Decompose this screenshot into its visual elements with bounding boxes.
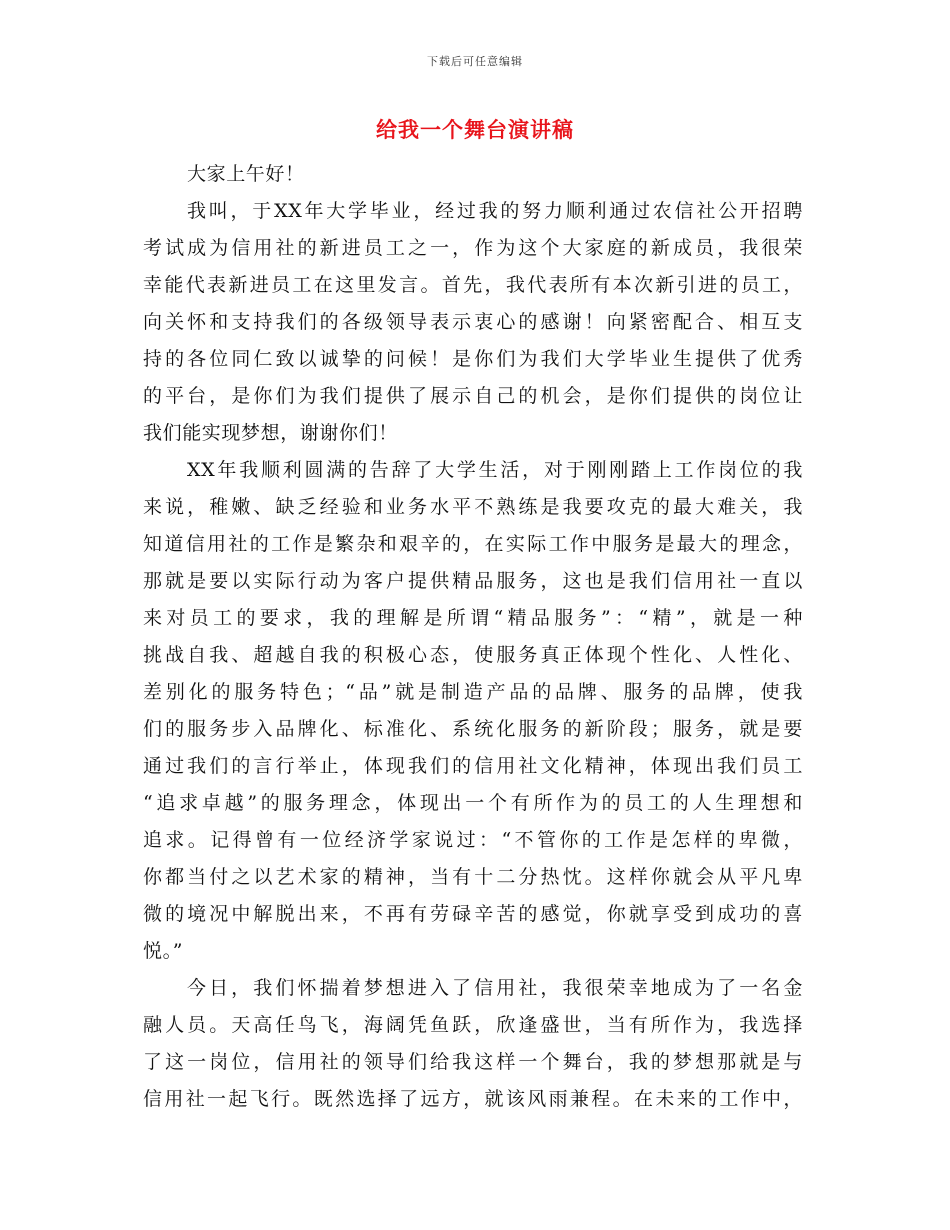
paragraph-line: 融人员。天高任鸟飞，海阔凭鱼跃，欣逢盛世，当有所作为，我选择 [143,1014,803,1036]
paragraph-line: 微的境况中解脱出来，不再有劳碌辛苦的感觉，你就享受到成功的喜 [143,903,803,925]
paragraph-line: 差别化的服务特色；“品”就是制造产品的品牌、服务的品牌，使我 [143,681,803,703]
paragraph-line: 挑战自我、超越自我的积极心态，使服务真正体现个性化、人性化、 [143,644,803,666]
paragraph-line: 考试成为信用社的新进员工之一，作为这个大家庭的新成员，我很荣 [143,237,803,259]
paragraph-line: 你都当付之以艺术家的精神，当有十二分热忱。这样你就会从平凡卑 [143,866,803,888]
paragraph-line: 我们能实现梦想，谢谢你们！ [143,422,398,444]
paragraph-line: 了这一岗位，信用社的领导们给我这样一个舞台，我的梦想那就是与 [143,1051,803,1073]
paragraph-line: 通过我们的言行举止，体现我们的信用社文化精神，体现出我们员工 [143,755,803,777]
paragraph-line: “追求卓越”的服务理念，体现出一个有所作为的员工的人生理想和 [143,792,803,814]
paragraph-line: 今日，我们怀揣着梦想进入了信用社，我很荣幸地成为了一名金 [187,977,803,999]
paragraph-line: 幸能代表新进员工在这里发言。首先，我代表所有本次新引进的员工， [143,274,803,296]
paragraph-line: 信用社一起飞行。既然选择了远方，就该风雨兼程。在未来的工作中， [143,1088,803,1110]
paragraph-line: 来说，稚嫩、缺乏经验和业务水平不熟练是我要攻克的最大难关，我 [143,496,803,518]
greeting-line: 大家上午好！ [187,163,305,185]
paragraph-line: 向关怀和支持我们的各级领导表示衷心的感谢！向紧密配合、相互支 [143,311,803,333]
paragraph-line: 持的各位同仁致以诚挚的问候！是你们为我们大学毕业生提供了优秀 [143,348,803,370]
paragraph-line: XX年我顺利圆满的告辞了大学生活，对于刚刚踏上工作岗位的我 [187,459,803,481]
paragraph-line: 们的服务步入品牌化、标准化、系统化服务的新阶段；服务，就是要 [143,718,803,740]
paragraph-line: 悦。” [143,940,184,962]
paragraph-line: 我叫，于XX年大学毕业，经过我的努力顺利通过农信社公开招聘 [187,200,803,222]
paragraph-line: 那就是要以实际行动为客户提供精品服务，这也是我们信用社一直以 [143,570,803,592]
paragraph-line: 知道信用社的工作是繁杂和艰辛的，在实际工作中服务是最大的理念， [143,533,803,555]
document-title: 给我一个舞台演讲稿 [376,117,574,142]
header-note: 下载后可任意编辑 [427,55,523,68]
paragraph-line: 的平台，是你们为我们提供了展示自己的机会，是你们提供的岗位让 [143,385,803,407]
document-body [143,156,803,1118]
paragraph-line: 来对员工的要求，我的理解是所谓“精品服务”：“精”，就是一种 [143,607,803,629]
paragraph-line: 追求。记得曾有一位经济学家说过：“不管你的工作是怎样的卑微， [143,829,803,851]
